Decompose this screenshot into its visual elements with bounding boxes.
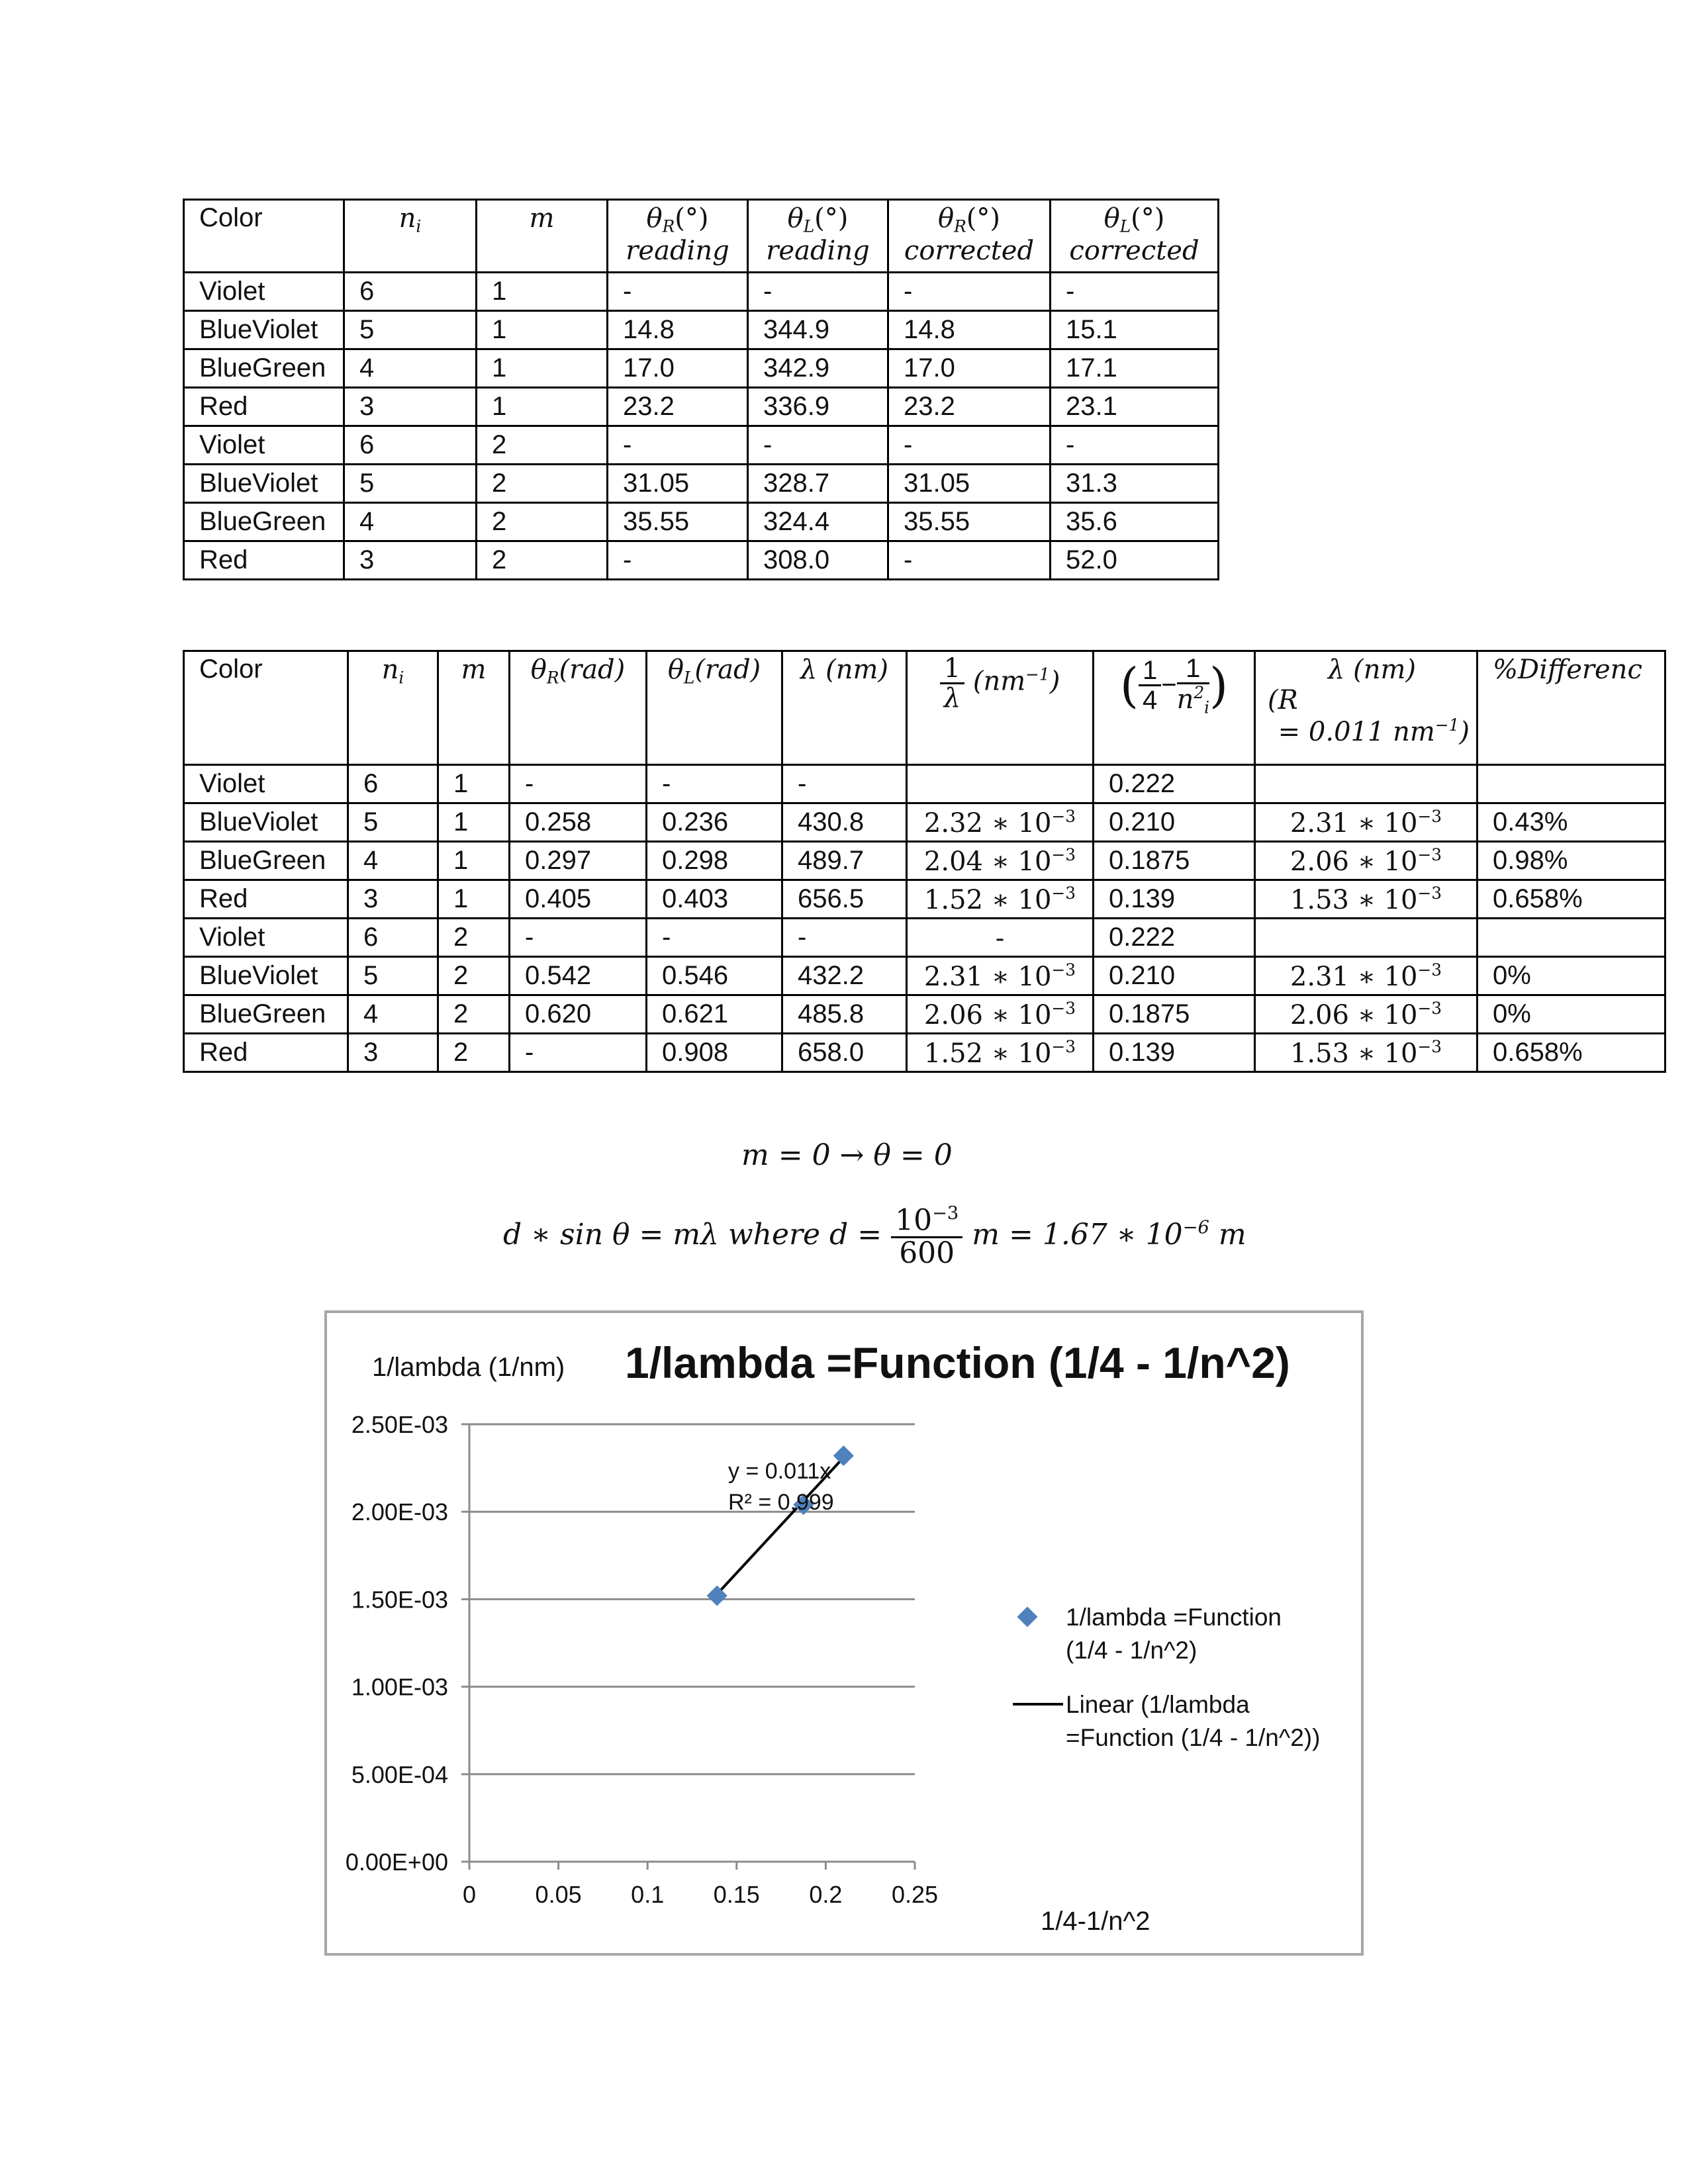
table-row (184, 426, 1219, 465)
lambda-rydberg-cell: 2.31 ∗ $10^{-3}$ (1255, 957, 1477, 995)
table-cell: 14.8 (608, 311, 748, 349)
table-cell: 5 (344, 465, 477, 503)
table-cell: 324.4 (748, 503, 888, 541)
lambda-rydberg-cell: 1.53 ∗ $10^{-3}$ (1255, 880, 1477, 919)
table-cell: 1 (438, 803, 510, 842)
table-cell: 31.05 (888, 465, 1051, 503)
table-cell: 4 (348, 842, 438, 880)
y-tick-label: 1.50E-03 (351, 1586, 448, 1614)
table-cell: 23.1 (1051, 388, 1219, 426)
table-cell: - (608, 426, 748, 465)
table-cell: 6 (348, 765, 438, 803)
table-cell: 2 (477, 465, 608, 503)
table-cell: 342.9 (748, 349, 888, 388)
angle-readings-table (183, 199, 1219, 580)
table-cell: Red (184, 880, 348, 919)
inverse-lambda-fraction: $\frac{1}{\lambda}$ (940, 655, 964, 712)
table-cell: 0.542 (510, 957, 647, 995)
inverse-lambda-cell: 2.31 ∗ $10^{-3}$ (907, 957, 1094, 995)
x-tick-label: 0.05 (535, 1881, 582, 1908)
table-cell: BlueViolet (184, 465, 344, 503)
table-row (184, 503, 1219, 541)
table-cell: 2 (477, 426, 608, 465)
data-point (707, 1586, 727, 1606)
header-color: Color (184, 651, 348, 765)
table-cell: 3 (348, 1034, 438, 1072)
table-cell: 5 (344, 311, 477, 349)
table-cell: 0.297 (510, 842, 647, 880)
table-cell: 52.0 (1051, 541, 1219, 580)
table-cell: 1 (438, 842, 510, 880)
table-cell: 0.43% (1477, 803, 1665, 842)
table-cell: 6 (344, 426, 477, 465)
table-cell: 31.05 (608, 465, 748, 503)
legend-series-label-2: (1/4 - 1/n^2) (1066, 1637, 1197, 1664)
header-rydberg-term: ( $\frac{1}{4}$ − $\frac{1}{n^2_i}$ ) (1094, 651, 1255, 765)
table-cell: 6 (348, 919, 438, 957)
table-cell: 4 (344, 503, 477, 541)
table-cell: 308.0 (748, 541, 888, 580)
equation-zero-order: m = 0 → θ = 0 (741, 1138, 953, 1172)
table-cell: 0.222 (1094, 765, 1255, 803)
table-cell: 0.210 (1094, 957, 1255, 995)
table-cell: 344.9 (748, 311, 888, 349)
table-cell: 2 (477, 503, 608, 541)
table-cell: 0.620 (510, 995, 647, 1034)
x-tick-label: 0 (462, 1881, 477, 1908)
table-cell: - (748, 426, 888, 465)
chart-title: 1/lambda =Function (1/4 - 1/n^2) (625, 1338, 1290, 1387)
table-row (184, 1034, 1665, 1072)
table-row (184, 880, 1665, 919)
x-tick-label: 0.1 (631, 1881, 665, 1908)
table-cell: 0.908 (647, 1034, 782, 1072)
table-row (184, 957, 1665, 995)
lambda-rydberg-cell: 1.53 ∗ $10^{-3}$ (1255, 1034, 1477, 1072)
table-cell: 432.2 (782, 957, 907, 995)
table-cell: 485.8 (782, 995, 907, 1034)
table-cell: BlueGreen (184, 995, 348, 1034)
table-cell: 3 (348, 880, 438, 919)
table-cell: 489.7 (782, 842, 907, 880)
table-cell (1477, 919, 1665, 957)
table-cell: 430.8 (782, 803, 907, 842)
table-cell: BlueViolet (184, 957, 348, 995)
table-cell: - (608, 541, 748, 580)
legend-trend-label-1: Linear (1/lambda (1066, 1691, 1250, 1718)
table-cell: BlueGreen (184, 842, 348, 880)
header-ni: $n_i$ (348, 651, 438, 765)
table-cell: 656.5 (782, 880, 907, 919)
table-cell: 2 (438, 995, 510, 1034)
table-cell: 0.236 (647, 803, 782, 842)
inverse-lambda-cell: 1.52 ∗ $10^{-3}$ (907, 1034, 1094, 1072)
table-row (184, 349, 1219, 388)
table-row (184, 388, 1219, 426)
inverse-lambda-cell (907, 765, 1094, 803)
table-cell: 35.55 (888, 503, 1051, 541)
table-cell (1477, 765, 1665, 803)
table-cell: 0.403 (647, 880, 782, 919)
table-row (184, 919, 1665, 957)
table-row (184, 765, 1665, 803)
table-cell: 14.8 (888, 311, 1051, 349)
table-cell: Violet (184, 273, 344, 311)
table-cell: - (782, 765, 907, 803)
header-color: Color (184, 200, 344, 273)
inverse-lambda-cell: 2.04 ∗ $10^{-3}$ (907, 842, 1094, 880)
table-cell: 0.139 (1094, 880, 1255, 919)
table-cell: 0.222 (1094, 919, 1255, 957)
table-cell: 0.210 (1094, 803, 1255, 842)
table-header-row (184, 200, 1219, 273)
y-tick-label: 2.50E-03 (351, 1411, 448, 1438)
table-cell: 1 (438, 880, 510, 919)
table-cell: 0.658% (1477, 1034, 1665, 1072)
table-cell: 1 (477, 311, 608, 349)
table-cell: 31.3 (1051, 465, 1219, 503)
table-cell: 1 (477, 388, 608, 426)
table-cell: 0.98% (1477, 842, 1665, 880)
data-point (833, 1445, 854, 1466)
wavelength-table (183, 650, 1666, 1073)
table-cell: BlueGreen (184, 349, 344, 388)
header-thetaR-rad: $\theta_R(rad)$ (510, 651, 647, 765)
table-cell: 23.2 (608, 388, 748, 426)
table-cell: 3 (344, 388, 477, 426)
scatter-chart (327, 1313, 1361, 1953)
inverse-lambda-cell: 2.32 ∗ $10^{-3}$ (907, 803, 1094, 842)
chart-frame (324, 1310, 1364, 1956)
header-m: m (438, 651, 510, 765)
table-cell: 0% (1477, 957, 1665, 995)
x-tick-label: 0.2 (809, 1881, 843, 1908)
header-thetaL-reading: $\theta_L(^\circ)$ reading (748, 200, 888, 273)
header-thetaL-corrected: $\theta_L(^\circ)$ corrected (1051, 200, 1219, 273)
table-cell: 0.298 (647, 842, 782, 880)
inverse-n-squared-fraction: $\frac{1}{n^2_i}$ (1176, 654, 1210, 717)
table-cell: - (1051, 273, 1219, 311)
table-cell: - (647, 919, 782, 957)
table-cell: 35.6 (1051, 503, 1219, 541)
table-cell: - (888, 426, 1051, 465)
table-cell: 6 (344, 273, 477, 311)
trendline-r2: R² = 0.999 (728, 1490, 834, 1515)
legend-series-label-1: 1/lambda =Function (1066, 1604, 1282, 1631)
trendline-equation: y = 0.011x (728, 1459, 831, 1484)
table-cell: 5 (348, 957, 438, 995)
table-cell: 35.55 (608, 503, 748, 541)
table-row (184, 995, 1665, 1034)
y-axis-label: 1/lambda (1/nm) (372, 1353, 565, 1382)
table-cell: - (782, 919, 907, 957)
lambda-rydberg-cell (1255, 765, 1477, 803)
table-cell: 17.1 (1051, 349, 1219, 388)
y-tick-label: 5.00E-04 (351, 1760, 448, 1788)
table-cell: 328.7 (748, 465, 888, 503)
table-cell: 17.0 (888, 349, 1051, 388)
table-cell: BlueGreen (184, 503, 344, 541)
table-cell: 4 (348, 995, 438, 1034)
lambda-rydberg-cell (1255, 919, 1477, 957)
table-cell: Red (184, 1034, 348, 1072)
table-cell: 0.546 (647, 957, 782, 995)
header-ni: $n_i$ (344, 200, 477, 273)
table-cell: 336.9 (748, 388, 888, 426)
table-header-row (184, 651, 1665, 765)
table-cell: 0% (1477, 995, 1665, 1034)
y-tick-label: 2.00E-03 (351, 1498, 448, 1526)
table-cell: - (608, 273, 748, 311)
table-cell: - (647, 765, 782, 803)
y-tick-label: 1.00E-03 (351, 1673, 448, 1701)
legend (1013, 1604, 1320, 1751)
table-cell: - (888, 273, 1051, 311)
table-cell: 1 (477, 349, 608, 388)
table-row (184, 803, 1665, 842)
table-cell: 0.658% (1477, 880, 1665, 919)
lambda-rydberg-cell: 2.06 ∗ $10^{-3}$ (1255, 842, 1477, 880)
quarter-fraction: $\frac{1}{4}$ (1139, 657, 1161, 714)
table-cell: 3 (344, 541, 477, 580)
table-cell: 15.1 (1051, 311, 1219, 349)
table-cell: Red (184, 388, 344, 426)
table-cell: - (510, 919, 647, 957)
table-cell: 0.621 (647, 995, 782, 1034)
table-cell: - (510, 765, 647, 803)
inverse-lambda-cell: - (907, 919, 1094, 957)
table-cell: 1 (477, 273, 608, 311)
lambda-rydberg-cell: 2.31 ∗ $10^{-3}$ (1255, 803, 1477, 842)
table-cell: 5 (348, 803, 438, 842)
table-cell: 2 (438, 957, 510, 995)
table-cell: 2 (477, 541, 608, 580)
table-cell: Violet (184, 765, 348, 803)
table-cell: 2 (438, 919, 510, 957)
table-cell: Violet (184, 426, 344, 465)
table-cell: 0.258 (510, 803, 647, 842)
table-row (184, 842, 1665, 880)
y-tick-label: 0.00E+00 (345, 1848, 448, 1876)
table-cell: 0.1875 (1094, 842, 1255, 880)
table-cell: - (510, 1034, 647, 1072)
table-cell: 0.1875 (1094, 995, 1255, 1034)
grating-spacing-fraction: $\frac{10^{-3}}{600}$ (891, 1205, 962, 1269)
table-cell: 4 (344, 349, 477, 388)
table-row (184, 465, 1219, 503)
legend-trend-label-2: =Function (1/4 - 1/n^2)) (1066, 1724, 1321, 1751)
header-thetaR-reading: $\theta_R(^\circ)$ reading (608, 200, 748, 273)
x-tick-label: 0.25 (891, 1881, 939, 1908)
header-lambda-rydberg: λ (nm) (R = 0.011 $nm^{-1}$) (1255, 651, 1477, 765)
table-cell: - (748, 273, 888, 311)
inverse-lambda-cell: 2.06 ∗ $10^{-3}$ (907, 995, 1094, 1034)
header-lambda: λ (nm) (782, 651, 907, 765)
equation-grating: d ∗ sin θ = mλ where d = $\frac{10^{-3}}{600}$ m = 1.67 ∗ $10^{-6}$ m (503, 1203, 1246, 1270)
table-cell: Red (184, 541, 344, 580)
table-cell: BlueViolet (184, 311, 344, 349)
table-cell: 0.139 (1094, 1034, 1255, 1072)
table-cell: 0.405 (510, 880, 647, 919)
x-tick-label: 0.15 (713, 1881, 760, 1908)
table-cell: 1 (438, 765, 510, 803)
header-inverse-lambda: $\frac{1}{\lambda}$ $(nm^{-1})$ (907, 651, 1094, 765)
table-cell: Violet (184, 919, 348, 957)
table-cell: 2 (438, 1034, 510, 1072)
table-cell: - (888, 541, 1051, 580)
table-cell: 23.2 (888, 388, 1051, 426)
header-m: m (477, 200, 608, 273)
table-cell: BlueViolet (184, 803, 348, 842)
lambda-rydberg-cell: 2.06 ∗ $10^{-3}$ (1255, 995, 1477, 1034)
header-thetaL-rad: $\theta_L(rad)$ (647, 651, 782, 765)
table-row (184, 273, 1219, 311)
table-row (184, 311, 1219, 349)
inverse-lambda-cell: 1.52 ∗ $10^{-3}$ (907, 880, 1094, 919)
header-thetaR-corrected: $\theta_R(^\circ)$ corrected (888, 200, 1051, 273)
table-cell: - (1051, 426, 1219, 465)
table-cell: 658.0 (782, 1034, 907, 1072)
legend-marker-icon (1017, 1606, 1037, 1627)
table-cell: 17.0 (608, 349, 748, 388)
table-row (184, 541, 1219, 580)
header-percent-difference: %Differenc (1477, 651, 1665, 765)
x-axis-label: 1/4-1/n^2 (1041, 1907, 1150, 1936)
